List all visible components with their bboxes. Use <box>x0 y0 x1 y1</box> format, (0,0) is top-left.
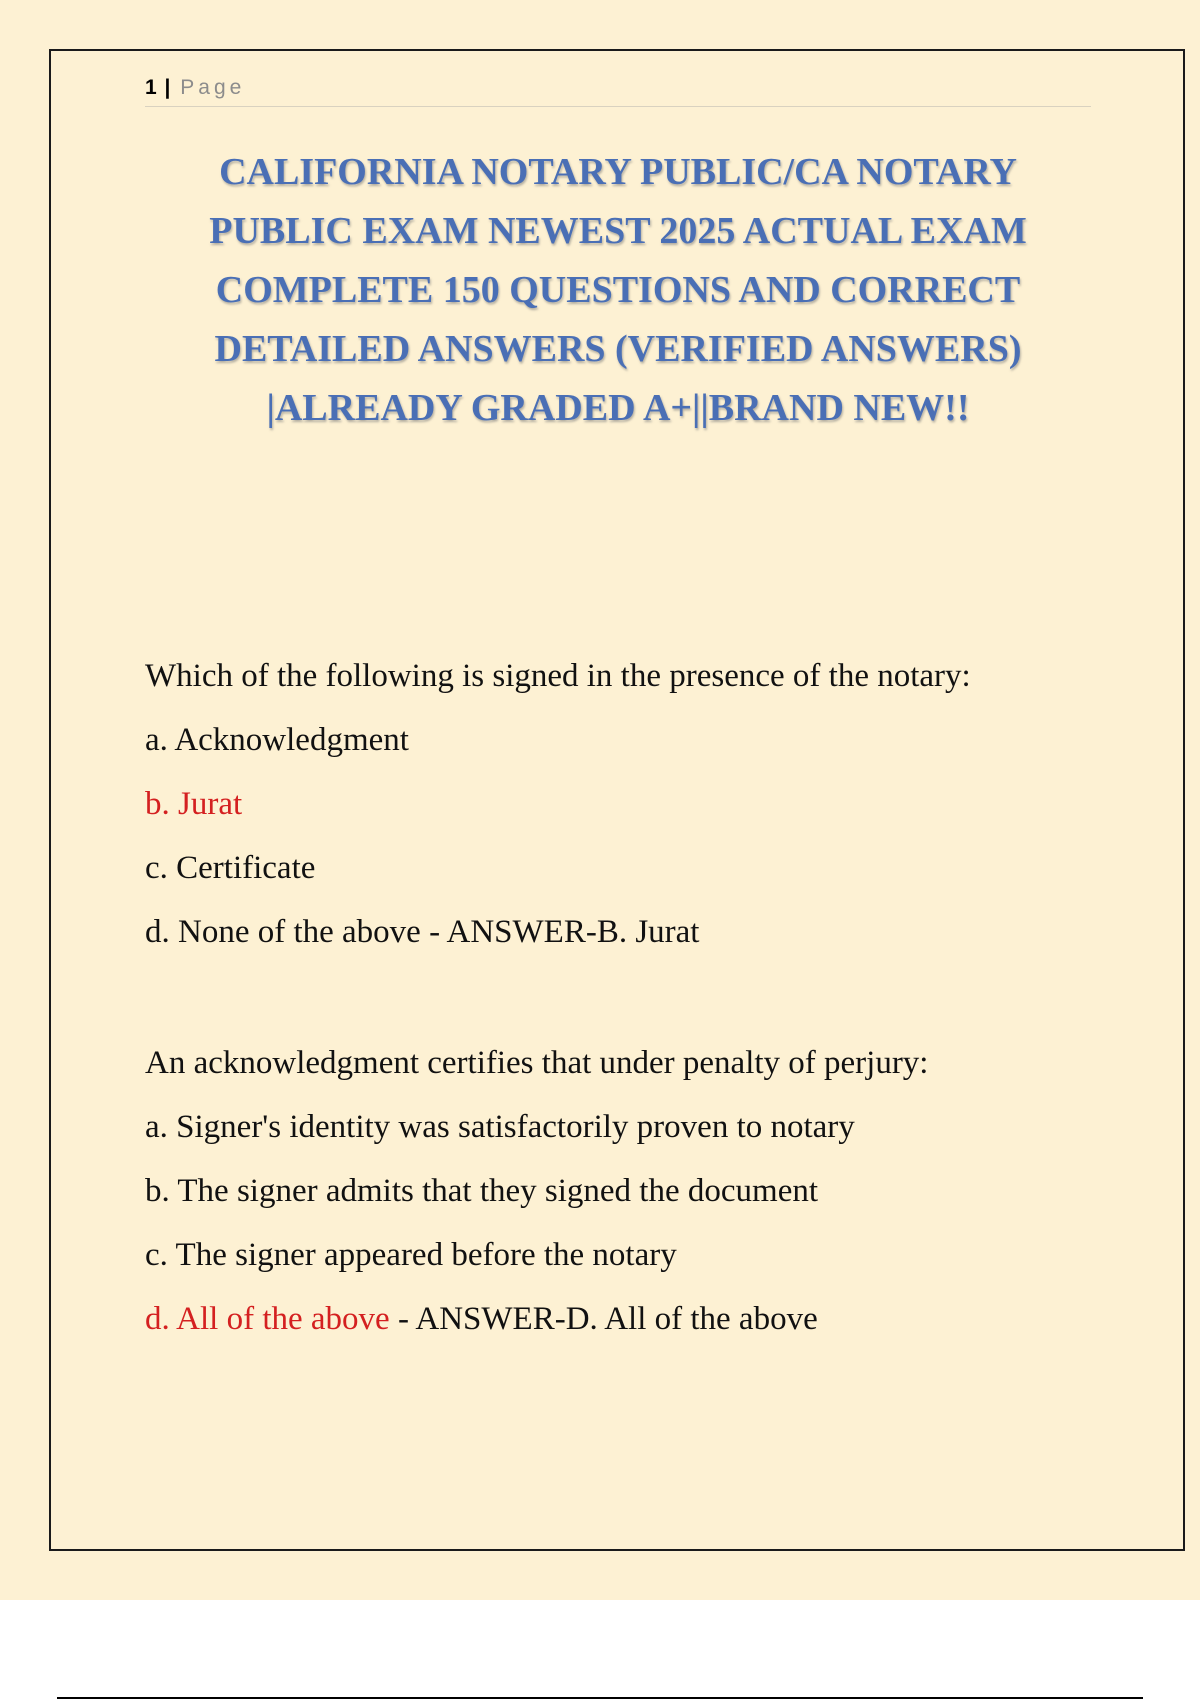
option-d-highlighted: d. All of the above <box>145 1301 390 1337</box>
question-text: An acknowledgment certifies that under penalty of perjury: <box>145 1045 929 1081</box>
bottom-rule <box>57 1697 1143 1699</box>
question-block-1 <box>145 644 1145 964</box>
option-a: a. Acknowledgment <box>145 722 409 758</box>
page-number: 1 <box>145 76 157 99</box>
answer-text: - ANSWER-D. All of the above <box>389 1301 818 1337</box>
header-separator: | <box>164 76 171 99</box>
document-title: CALIFORNIA NOTARY PUBLIC/CA NOTARY PUBLIC EXAM NEWEST 2025 ACTUAL EXAM COMPLETE 150 QUESTIONS AND CORRECT DETAILED ANSWERS (VERIFIED ANSWERS) |ALREADY GRADED A+||BRAND NEW!! <box>209 151 1027 429</box>
page-label: Page <box>180 76 246 99</box>
option-c: c. The signer appeared before the notary <box>145 1237 677 1273</box>
option-b: b. The signer admits that they signed the document <box>145 1173 819 1209</box>
question-text: Which of the following is signed in the presence of the notary: <box>145 658 971 694</box>
question-block-2 <box>145 1031 1145 1351</box>
page-header <box>145 74 1091 107</box>
option-b-highlighted: b. Jurat <box>145 786 243 822</box>
option-c: c. Certificate <box>145 850 316 886</box>
option-d-with-answer <box>145 1287 1145 1351</box>
option-d-with-answer: d. None of the above - ANSWER-B. Jurat <box>145 914 700 950</box>
option-a: a. Signer's identity was satisfactorily proven to notary <box>145 1109 855 1145</box>
